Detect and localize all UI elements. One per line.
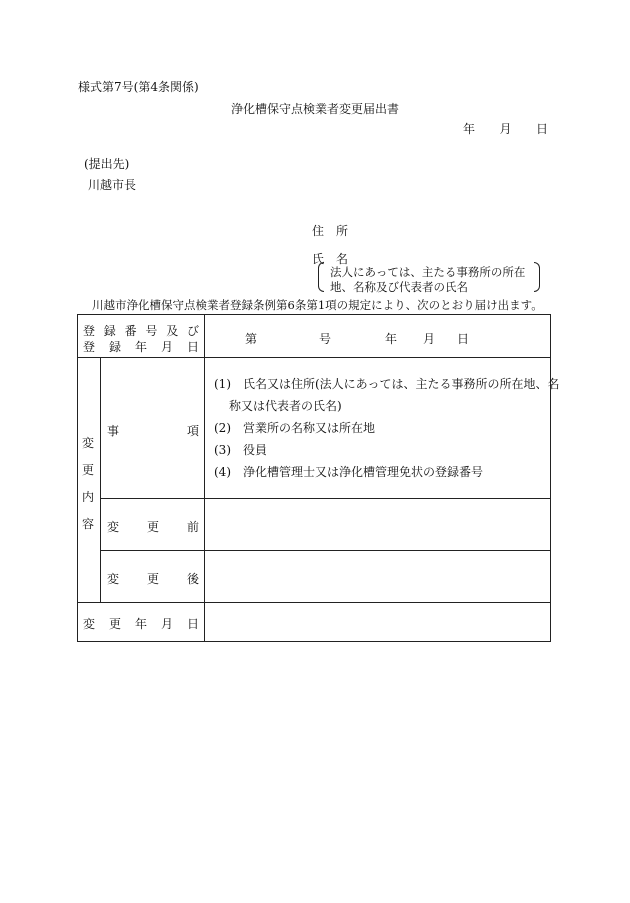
- change-date-input-area[interactable]: [205, 603, 550, 641]
- submit-to-label: (提出先): [84, 157, 130, 171]
- label-char: 変: [83, 617, 96, 631]
- before-change-label: [107, 518, 199, 535]
- address-char: 住: [312, 224, 325, 238]
- submission-date: [463, 120, 548, 137]
- label-char: 容: [81, 517, 94, 531]
- label-char: 登: [83, 324, 96, 338]
- label-char: 変: [107, 520, 120, 534]
- name-char: 氏: [312, 252, 325, 266]
- after-change-input-area[interactable]: [205, 551, 550, 602]
- day-char: 日: [457, 332, 470, 346]
- label-char: 更: [146, 572, 159, 586]
- corporate-note-line2: 地、名称及び代表者の氏名: [330, 280, 468, 294]
- before-change-input-area[interactable]: [205, 499, 550, 550]
- label-char: 更: [108, 617, 121, 631]
- month-char: 月: [423, 332, 436, 346]
- table-border-top: [77, 314, 551, 315]
- bracket-left: [318, 262, 324, 292]
- name-char: 名: [335, 252, 348, 266]
- label-char: 番: [124, 324, 137, 338]
- recipient-name: 川越市長: [88, 178, 137, 192]
- label-char: 内: [81, 490, 94, 504]
- registration-label-line1: [83, 322, 199, 339]
- label-char: 号: [145, 324, 158, 338]
- option-1-line1: (1) 氏名又は住所(法人にあっては、主たる事務所の所在地、名: [214, 377, 560, 391]
- address-char: 所: [335, 224, 348, 238]
- row-divider: [77, 357, 551, 358]
- label-char: 登: [83, 340, 96, 354]
- label-char: 年: [134, 340, 147, 354]
- option-4: (4) 浄化槽管理士又は浄化槽管理免状の登録番号: [214, 465, 483, 479]
- label-char: 事: [107, 424, 120, 438]
- option-3: (3) 役員: [214, 443, 267, 457]
- after-change-label: [107, 570, 199, 587]
- bracket-right: [534, 262, 540, 292]
- column-divider: [100, 357, 101, 602]
- corporate-note-line1: 法人にあっては、主たる事務所の所在: [330, 265, 526, 279]
- year-char: 年: [385, 332, 398, 346]
- label-char: 日: [186, 617, 199, 631]
- change-date-label: [83, 615, 199, 632]
- month-char: 月: [499, 122, 512, 136]
- label-char: 年: [134, 617, 147, 631]
- label-char: 月: [160, 340, 173, 354]
- number-prefix-char: 第: [245, 332, 258, 346]
- option-2: (2) 営業所の名称又は所在地: [214, 421, 375, 435]
- label-char: 変: [81, 436, 94, 450]
- table-border-bottom: [77, 641, 551, 642]
- year-char: 年: [463, 122, 476, 136]
- label-char: 日: [186, 340, 199, 354]
- document-title: 浄化槽保守点検業者変更届出書: [230, 102, 399, 116]
- change-content-label: [81, 430, 95, 538]
- label-char: 項: [186, 424, 199, 438]
- registration-label-line2: [83, 338, 199, 355]
- day-char: 日: [535, 122, 548, 136]
- number-suffix-char: 号: [319, 332, 332, 346]
- table-border-left: [77, 314, 78, 642]
- label-char: 後: [186, 572, 199, 586]
- item-label: [107, 422, 199, 439]
- form-table: [77, 314, 560, 642]
- option-1-line2: 称又は代表者の氏名): [229, 399, 342, 413]
- label-char: 更: [81, 463, 94, 477]
- label-char: 録: [103, 324, 116, 338]
- label-char: 変: [107, 572, 120, 586]
- label-char: 月: [160, 617, 173, 631]
- form-number: 様式第7号(第4条関係): [78, 80, 199, 94]
- label-char: び: [186, 324, 199, 338]
- address-label: [312, 222, 348, 239]
- label-char: 録: [108, 340, 121, 354]
- table-border-right: [550, 314, 551, 642]
- label-char: 更: [146, 520, 159, 534]
- label-char: 及: [166, 324, 179, 338]
- label-char: 前: [186, 520, 199, 534]
- statement-text: 川越市浄化槽保守点検業者登録条例第6条第1項の規定により、次のとおり届け出ます。: [92, 298, 543, 312]
